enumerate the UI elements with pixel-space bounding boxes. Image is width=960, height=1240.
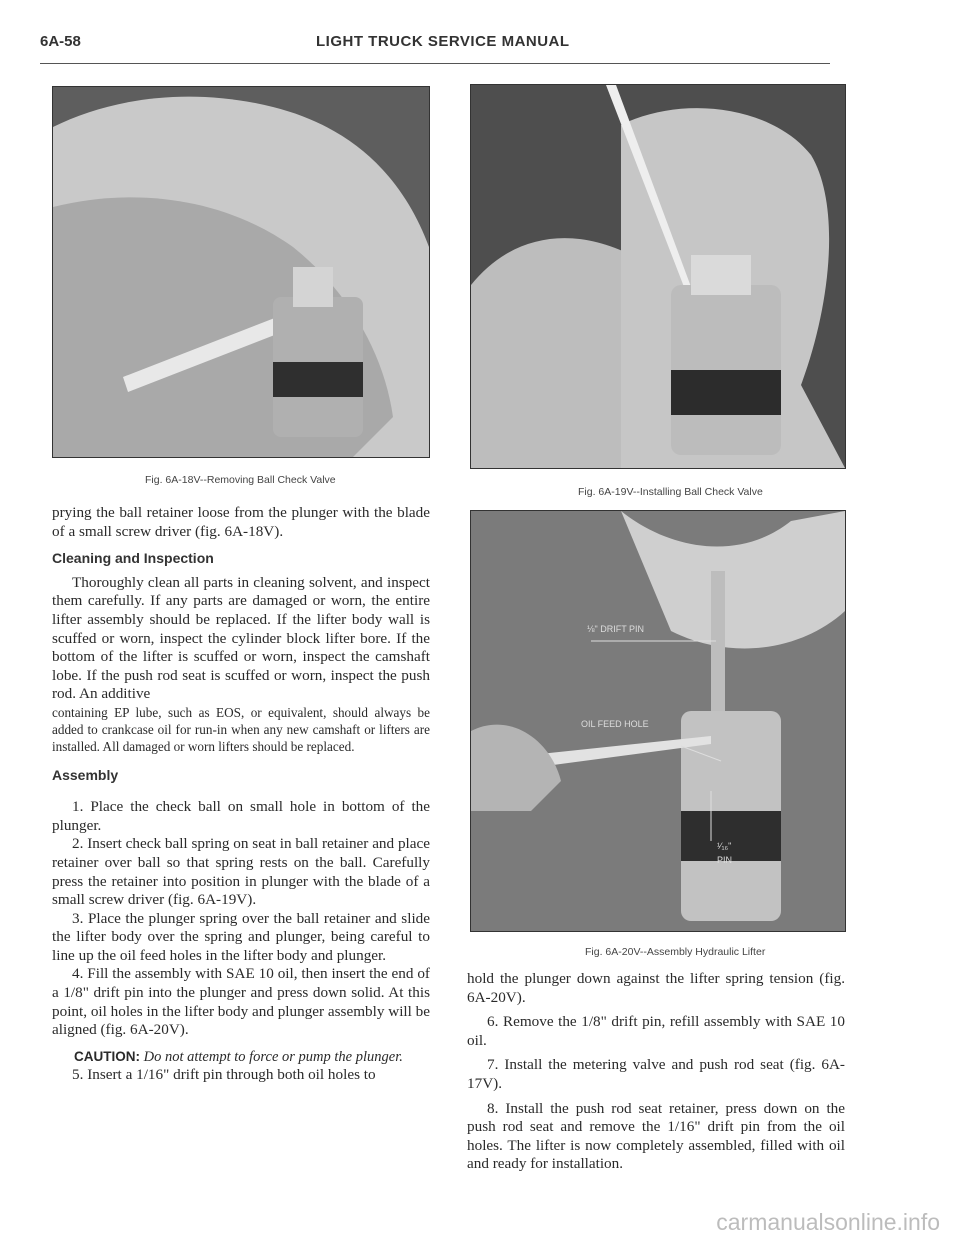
watermark-text: carmanualsonline.info (716, 1209, 940, 1235)
pin-size-label: ¹⁄₁₆" (717, 841, 732, 851)
step-6: 6. Remove the 1/8" drift pin, refill assembly with SAE 10 oil. (467, 1013, 845, 1049)
figure-6a-19v-photo (470, 84, 846, 469)
cleaning-paragraph-small: containing EP lube, such as EOS, or equivalent, should always be added to crankcase oil for run-in when any new camshaft or lifters are installed. All damaged or worn lifters should be replaced. (52, 704, 430, 755)
intro-paragraph: prying the ball retainer loose from the plunger with the blade of a small screw driver (fig. 6A-18V). (52, 504, 430, 540)
figure-6a-18v-caption: Fig. 6A-18V--Removing Ball Check Valve (145, 474, 336, 486)
right-column (467, 970, 845, 1174)
drift-pin-label: ⅛" DRIFT PIN (587, 624, 645, 634)
step-7: 7. Install the metering valve and push rod seat (fig. 6A-17V). (467, 1056, 845, 1092)
step-5: 5. Insert a 1/16" drift pin through both oil holes to (72, 1065, 376, 1083)
figure-6a-19v-caption: Fig. 6A-19V--Installing Ball Check Valve (578, 486, 763, 498)
assembly-heading: Assembly (52, 766, 119, 783)
figure-6a-20v-caption: Fig. 6A-20V--Assembly Hydraulic Lifter (585, 946, 766, 958)
cleaning-heading: Cleaning and Inspection (52, 550, 214, 567)
caution-label: CAUTION: (74, 1048, 140, 1064)
left-column (52, 504, 430, 1084)
pin-label: PIN (717, 855, 733, 865)
oil-feed-hole-label: OIL FEED HOLE (581, 719, 649, 729)
continuation-paragraph: hold the plunger down against the lifter spring tension (fig. 6A-20V). (467, 970, 845, 1006)
step-4: 4. Fill the assembly with SAE 10 oil, then insert the end of a 1/8" drift pin into the plunger and press down solid. At this point, oil holes in the lifter body and plunger assembly will be aligned (fig. 6A-20V). (52, 965, 430, 1039)
step-2: 2. Insert check ball spring on seat in ball retainer and place retainer over ball so that spring rests on the ball. Carefully press the retainer into position in plunger with the blade of a small screw driver (fig. 6A-19V). (52, 835, 430, 909)
step-3: 3. Place the plunger spring over the ball retainer and slide the lifter body over the spring and plunger, being careful to line up the oil feed holes in the lifter body and plunger. (52, 909, 430, 964)
page-number: 6A-58 (40, 33, 81, 50)
header-rule (40, 63, 830, 64)
figure-6a-18v-photo (52, 86, 430, 458)
figure-6a-20v-photo (470, 510, 846, 932)
cleaning-paragraph: Thoroughly clean all parts in cleaning solvent, and inspect them carefully. If any parts are damaged or worn, the entire lifter assembly should be replaced. If the lifter body wall is scuffed or worn, inspect the cylinder block lifter bore. If the bottom of the lifter is scuffed or worn, inspect the camshaft lobe. If the push rod seat is scuffed or worn, inspect the push rod. An additive (52, 573, 430, 703)
step-1: 1. Place the check ball on small hole in bottom of the plunger. (52, 798, 430, 834)
step-8: 8. Install the push rod seat retainer, press down on the push rod seat and remove the 1/16" drift pin from the oil holes. The lifter is now completely assembled, filled with oil and ready for installation. (467, 1099, 845, 1173)
caution-text: Do not attempt to force or pump the plunger. (143, 1048, 403, 1065)
caution-note (52, 1048, 430, 1066)
manual-title: LIGHT TRUCK SERVICE MANUAL (316, 33, 570, 50)
